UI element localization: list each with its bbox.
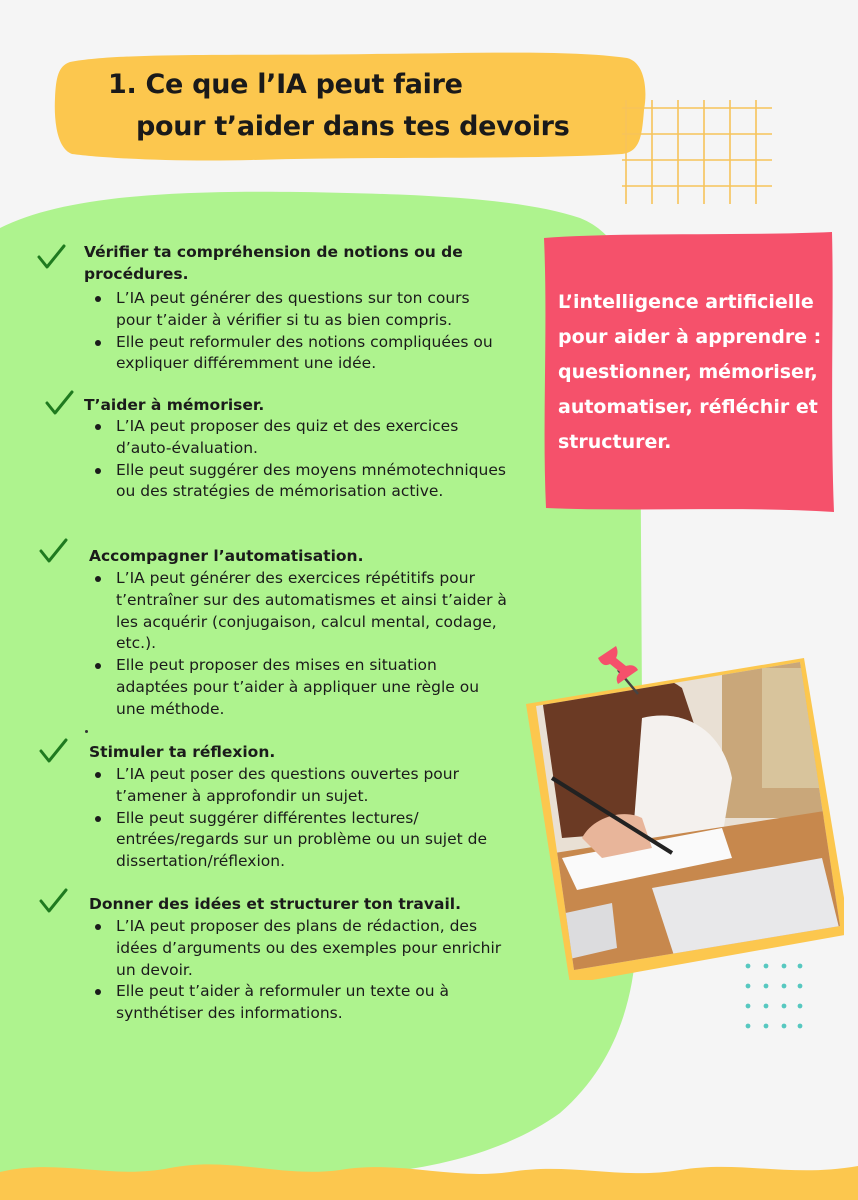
dots-decoration [738,958,808,1036]
list-item: Elle peut suggérer différentes lectures/ entrées/regards sur un problème ou un sujet de dissertation/réflexion. [90,808,510,873]
page-title [108,64,628,148]
stray-dot [85,730,88,733]
check-icon [36,242,66,272]
list-item: Elle peut t’aider à reformuler un texte ou à synthétiser des informations. [90,981,510,1025]
bullet-list [90,416,510,503]
bullet-list [90,568,510,721]
section-title: Vérifier ta compréhension de notions ou de procédures. [84,243,463,283]
list-item: L’IA peut proposer des quiz et des exercices d’auto-évaluation. [90,416,510,460]
check-icon [38,736,68,766]
bullet-list [90,764,510,873]
bullet-list [90,288,510,375]
section-title: Stimuler ta réflexion. [89,743,276,761]
list-item: L’IA peut générer des questions sur ton cours pour t’aider à vérifier si tu as bien compris. [90,288,510,332]
list-item: Elle peut proposer des mises en situation adaptées pour t’aider à appliquer une règle ou une méthode. [90,655,510,720]
study-photo [522,658,844,980]
section-title: Donner des idées et structurer ton travail. [89,895,461,913]
page-title-line-2: pour t’aider dans tes devoirs [136,111,570,142]
list-item: L’IA peut générer des exercices répétitifs pour t’entraîner sur des automatismes et ainsi t’aider à les acquérir (conjugaison, calcul mental, codage, etc.). [90,568,510,655]
list-item: L’IA peut poser des questions ouvertes pour t’amener à approfondir un sujet. [90,764,510,808]
check-icon [38,536,68,566]
section-title: T’aider à mémoriser. [84,396,265,414]
check-icon [44,388,74,418]
bottom-wave-decoration [0,1150,858,1200]
check-icon [38,886,68,916]
page-title-line-1: 1. Ce que l’IA peut faire [108,69,463,100]
list-item: L’IA peut proposer des plans de rédaction, des idées d’arguments ou des exemples pour enrichir un devoir. [90,916,510,981]
summary-card-text: L’intelligence artificielle pour aider à apprendre : questionner, mémoriser, automatiser, réfléchir et structurer. [558,291,822,453]
list-item: Elle peut suggérer des moyens mnémotechniques ou des stratégies de mémorisation active. [90,460,510,504]
list-item: Elle peut reformuler des notions compliquées ou expliquer différemment une idée. [90,332,510,376]
bullet-list [90,916,510,1025]
section-title: Accompagner l’automatisation. [89,547,364,565]
push-pin-icon [592,640,652,700]
